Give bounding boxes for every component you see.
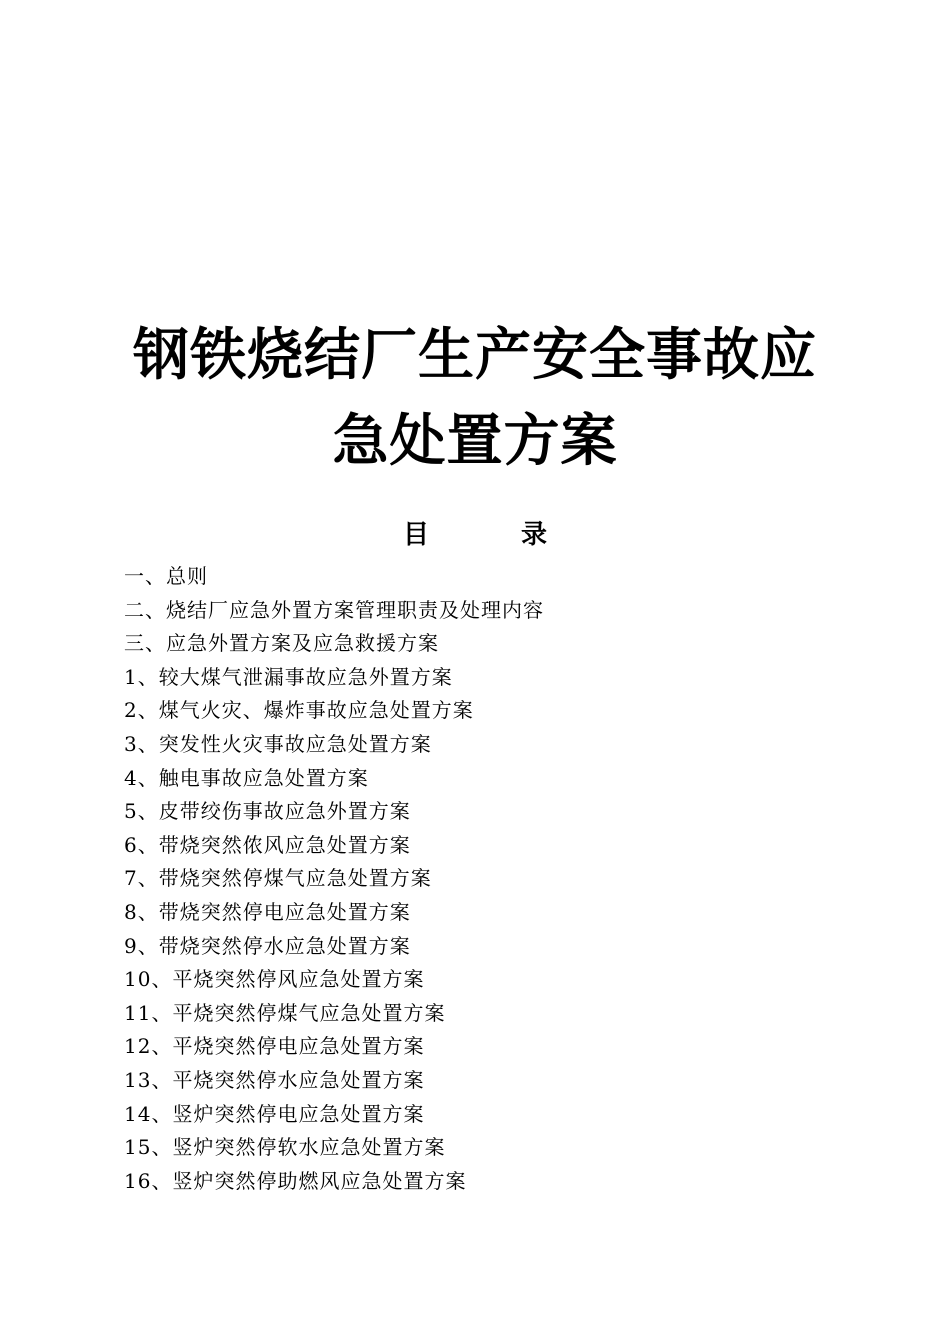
toc-heading-char-1: 目	[402, 520, 429, 550]
toc-item: 3、突发性火灾事故应急处置方案	[124, 731, 432, 756]
toc-item: 14、竖炉突然停电应急处置方案	[124, 1101, 425, 1126]
toc-item: 一、总则	[124, 564, 208, 588]
toc-item: 15、竖炉突然停软水应急处置方案	[124, 1135, 446, 1160]
toc-item: 4、触电事故应急处置方案	[124, 765, 369, 790]
document-title-line-2: 急处置方案	[332, 408, 618, 474]
toc-heading-char-2: 录	[521, 520, 548, 550]
toc-item: 2、煤气火灾、爆炸事故应急处置方案	[124, 698, 474, 723]
toc-item: 6、带烧突然侬风应急处置方案	[124, 832, 411, 857]
toc-item: 8、带烧突然停电应急处置方案	[124, 899, 411, 924]
toc-item: 5、皮带绞伤事故应急外置方案	[124, 799, 411, 824]
toc-item: 三、应急外置方案及应急救援方案	[124, 631, 439, 656]
toc-item: 9、带烧突然停水应急处置方案	[124, 933, 411, 958]
toc-item: 7、带烧突然停煤气应急处置方案	[124, 866, 432, 891]
toc-item: 16、竖炉突然停助燃风应急处置方案	[124, 1168, 467, 1193]
toc-list	[124, 560, 544, 1198]
toc-item: 13、平烧突然停水应急处置方案	[124, 1067, 425, 1092]
toc-item: 12、平烧突然停电应急处置方案	[124, 1034, 425, 1059]
toc-item: 二、烧结厂应急外置方案管理职责及处理内容	[124, 597, 544, 622]
document-title-line-1: 钢铁烧结厂生产安全事故应	[133, 322, 817, 388]
toc-item: 11、平烧突然停煤气应急处置方案	[124, 1000, 446, 1025]
toc-item: 10、平烧突然停风应急处置方案	[124, 967, 425, 992]
toc-item: 1、较大煤气泄漏事故应急外置方案	[124, 664, 453, 689]
toc-heading	[0, 518, 950, 552]
